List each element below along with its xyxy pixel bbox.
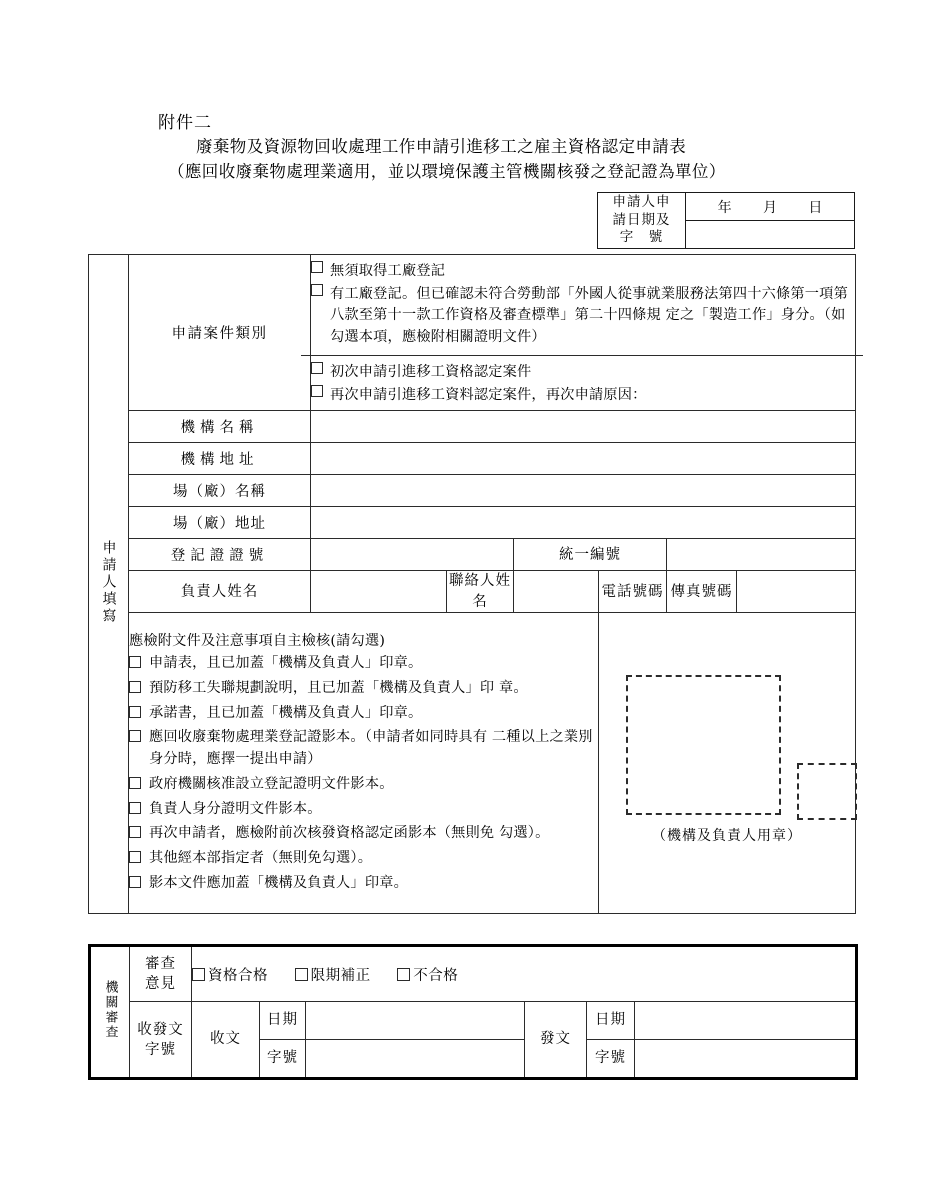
review-row-opinion [90, 946, 857, 1002]
application-category-options [311, 255, 856, 411]
application-date-label [598, 193, 686, 248]
doc-number-label-line-1: 收發文 [137, 1021, 184, 1038]
checkbox-icon[interactable] [295, 968, 308, 981]
category-option-repeat-application[interactable] [311, 385, 855, 407]
document-checklist [129, 613, 599, 914]
application-date-fields [686, 193, 854, 248]
checkbox-icon[interactable] [311, 261, 323, 273]
checkbox-icon[interactable] [129, 730, 141, 742]
org-address-input[interactable] [311, 443, 856, 475]
checkbox-icon[interactable] [397, 968, 410, 981]
checklist-item-label: 再次申請者，應檢附前次核發資格認定函影本（無則免 勾選）。 [149, 825, 550, 842]
checkbox-icon[interactable] [129, 802, 141, 814]
owner-name-input[interactable] [311, 571, 447, 613]
checklist-item-label: 其他經本部指定者（無則免勾選）。 [149, 850, 373, 867]
cert-number-label: 登記證證號 [129, 539, 311, 571]
application-date-label-line-3: 字 號 [619, 229, 664, 246]
checkbox-icon[interactable] [311, 385, 323, 397]
incoming-number-input[interactable] [306, 1040, 525, 1079]
checklist-item-label: 申請表，且已加蓋「機構及負責人」印章。 [149, 655, 423, 672]
table-row-checklist [89, 613, 856, 914]
checklist-item[interactable] [129, 798, 598, 820]
checklist-item[interactable] [129, 872, 598, 894]
table-row-category [89, 255, 856, 411]
category-option-has-factory-reg[interactable] [311, 284, 855, 349]
checklist-item-label: 應回收廢棄物處理業登記證影本。（申請者如同時具有 二種以上之業別身分時，應擇一提出申請） [149, 729, 593, 768]
contact-name-label: 聯絡人姓名 [447, 571, 514, 613]
application-doc-number-input[interactable] [686, 221, 854, 248]
tax-id-label: 統一編號 [514, 539, 667, 571]
checkbox-icon[interactable] [311, 284, 323, 296]
application-date-label-line-2: 請日期及 [612, 211, 671, 228]
application-category-label: 申請案件類別 [129, 255, 311, 411]
outgoing-number-input[interactable] [635, 1040, 857, 1079]
site-address-label: 場（廠）地址 [129, 507, 311, 539]
checklist-item-label: 影本文件應加蓋「機構及負責人」印章。 [149, 874, 408, 891]
outgoing-date-label: 日期 [587, 1002, 635, 1040]
page-title: 廢棄物及資源物回收處理工作申請引進移工之雇主資格認定申請表 [196, 137, 687, 156]
category-option-no-factory-reg[interactable] [311, 261, 855, 283]
category-option-label: 初次申請引進移工資格認定案件 [330, 364, 532, 381]
org-stamp-placeholder[interactable] [626, 675, 781, 815]
contact-name-input[interactable] [514, 571, 599, 613]
site-address-input[interactable] [311, 507, 856, 539]
review-vertical-label: 機關審查 [90, 946, 130, 1079]
checkbox-icon[interactable] [129, 876, 141, 888]
review-opinion-label-line-1: 審查 [145, 956, 176, 972]
fax-input[interactable] [737, 571, 856, 613]
category-group-application-type [301, 356, 863, 411]
incoming-doc-label: 收文 [192, 1002, 260, 1079]
outgoing-date-input[interactable] [635, 1002, 857, 1040]
review-option-qualified[interactable] [192, 964, 268, 985]
checklist-item[interactable] [129, 677, 598, 699]
checklist-item[interactable] [129, 652, 598, 674]
review-option-correction-required[interactable] [295, 964, 371, 985]
checklist-item[interactable] [129, 726, 598, 770]
checkbox-icon[interactable] [311, 362, 323, 374]
checklist-item-label: 政府機關核准設立登記證明文件影本。 [149, 776, 394, 793]
review-option-label: 資格合格 [208, 967, 268, 984]
doc-number-label [130, 1002, 192, 1079]
table-row-org-address [89, 443, 856, 475]
category-option-label: 再次申請引進移工資料認定案件，再次申請原因： [330, 387, 647, 404]
site-name-label: 場（廠）名稱 [129, 475, 311, 507]
review-option-label: 不合格 [413, 967, 459, 984]
applicant-table [88, 254, 856, 914]
org-name-input[interactable] [311, 411, 856, 443]
tax-id-input[interactable] [667, 539, 856, 571]
fax-label: 傳真號碼 [667, 571, 737, 613]
owner-stamp-placeholder[interactable] [797, 763, 857, 820]
attachment-label: 附件二 [158, 113, 212, 133]
review-row-incoming-date [90, 1002, 857, 1040]
review-option-not-qualified[interactable] [397, 964, 458, 985]
owner-name-label: 負責人姓名 [129, 571, 311, 613]
year-label: 年 [717, 199, 732, 216]
category-option-first-application[interactable] [311, 362, 855, 384]
table-row-site-address [89, 507, 856, 539]
table-row-site-name [89, 475, 856, 507]
checkbox-icon[interactable] [129, 777, 141, 789]
incoming-date-label: 日期 [260, 1002, 306, 1040]
checkbox-icon[interactable] [129, 826, 141, 838]
checkbox-icon[interactable] [129, 656, 141, 668]
application-date-label-line-1: 申請人申 [612, 193, 671, 210]
cert-number-input[interactable] [311, 539, 514, 571]
org-name-label: 機構名稱 [129, 411, 311, 443]
checkbox-icon[interactable] [129, 681, 141, 693]
page-subtitle: （應回收廢棄物處理業適用，並以環境保護主管機關核發之登記證為單位） [168, 162, 726, 181]
site-name-input[interactable] [311, 475, 856, 507]
checkbox-icon[interactable] [192, 968, 205, 981]
day-label: 日 [808, 199, 823, 216]
review-opinion-label-line-2: 意見 [145, 976, 176, 992]
checklist-item[interactable] [129, 822, 598, 844]
checkbox-icon[interactable] [129, 851, 141, 863]
application-date-ymd-row[interactable] [686, 193, 854, 221]
table-row-contacts [89, 571, 856, 613]
outgoing-number-label: 字號 [587, 1040, 635, 1079]
phone-label: 電話號碼 [599, 571, 667, 613]
checklist-item[interactable] [129, 773, 598, 795]
review-table [88, 944, 858, 1080]
org-address-label: 機構地址 [129, 443, 311, 475]
review-option-label: 限期補正 [310, 967, 371, 984]
review-opinion-label [130, 946, 192, 1002]
applicant-vertical-label: 申請人填寫 [89, 255, 129, 914]
checklist-item-label: 預防移工失聯規劃說明，且已加蓋「機構及負責人」印 章。 [149, 679, 528, 696]
checkbox-icon[interactable] [129, 706, 141, 718]
category-option-label: 有工廠登記。但已確認未符合勞動部「外國人從事就業服務法第四十六條第一項第八款至第十一款工作資格及審查標準」第二十四條規 定之「製造工作」身分。（如勾選本項，應檢附相關證明文件） [330, 285, 848, 345]
doc-number-label-line-2: 字號 [145, 1041, 176, 1058]
category-group-factory [301, 255, 863, 356]
incoming-number-label: 字號 [260, 1040, 306, 1079]
checklist-item-label: 承諾書，且已加蓋「機構及負責人」印章。 [149, 704, 423, 721]
checklist-item[interactable] [129, 847, 598, 869]
review-opinion-options [192, 946, 857, 1002]
stamp-area[interactable] [599, 613, 856, 914]
category-option-label: 無須取得工廠登記 [330, 262, 446, 279]
outgoing-doc-label: 發文 [525, 1002, 587, 1079]
table-row-registration [89, 539, 856, 571]
application-date-box [597, 192, 855, 249]
stamp-caption: （機構及負責人用章） [652, 828, 803, 845]
checklist-item[interactable] [129, 702, 598, 724]
checklist-item-label: 負責人身分證明文件影本。 [149, 800, 322, 817]
incoming-date-input[interactable] [306, 1002, 525, 1040]
table-row-org-name [89, 411, 856, 443]
month-label: 月 [762, 199, 777, 216]
checklist-heading: 應檢附文件及注意事項自主檢核(請勾選) [129, 632, 386, 649]
